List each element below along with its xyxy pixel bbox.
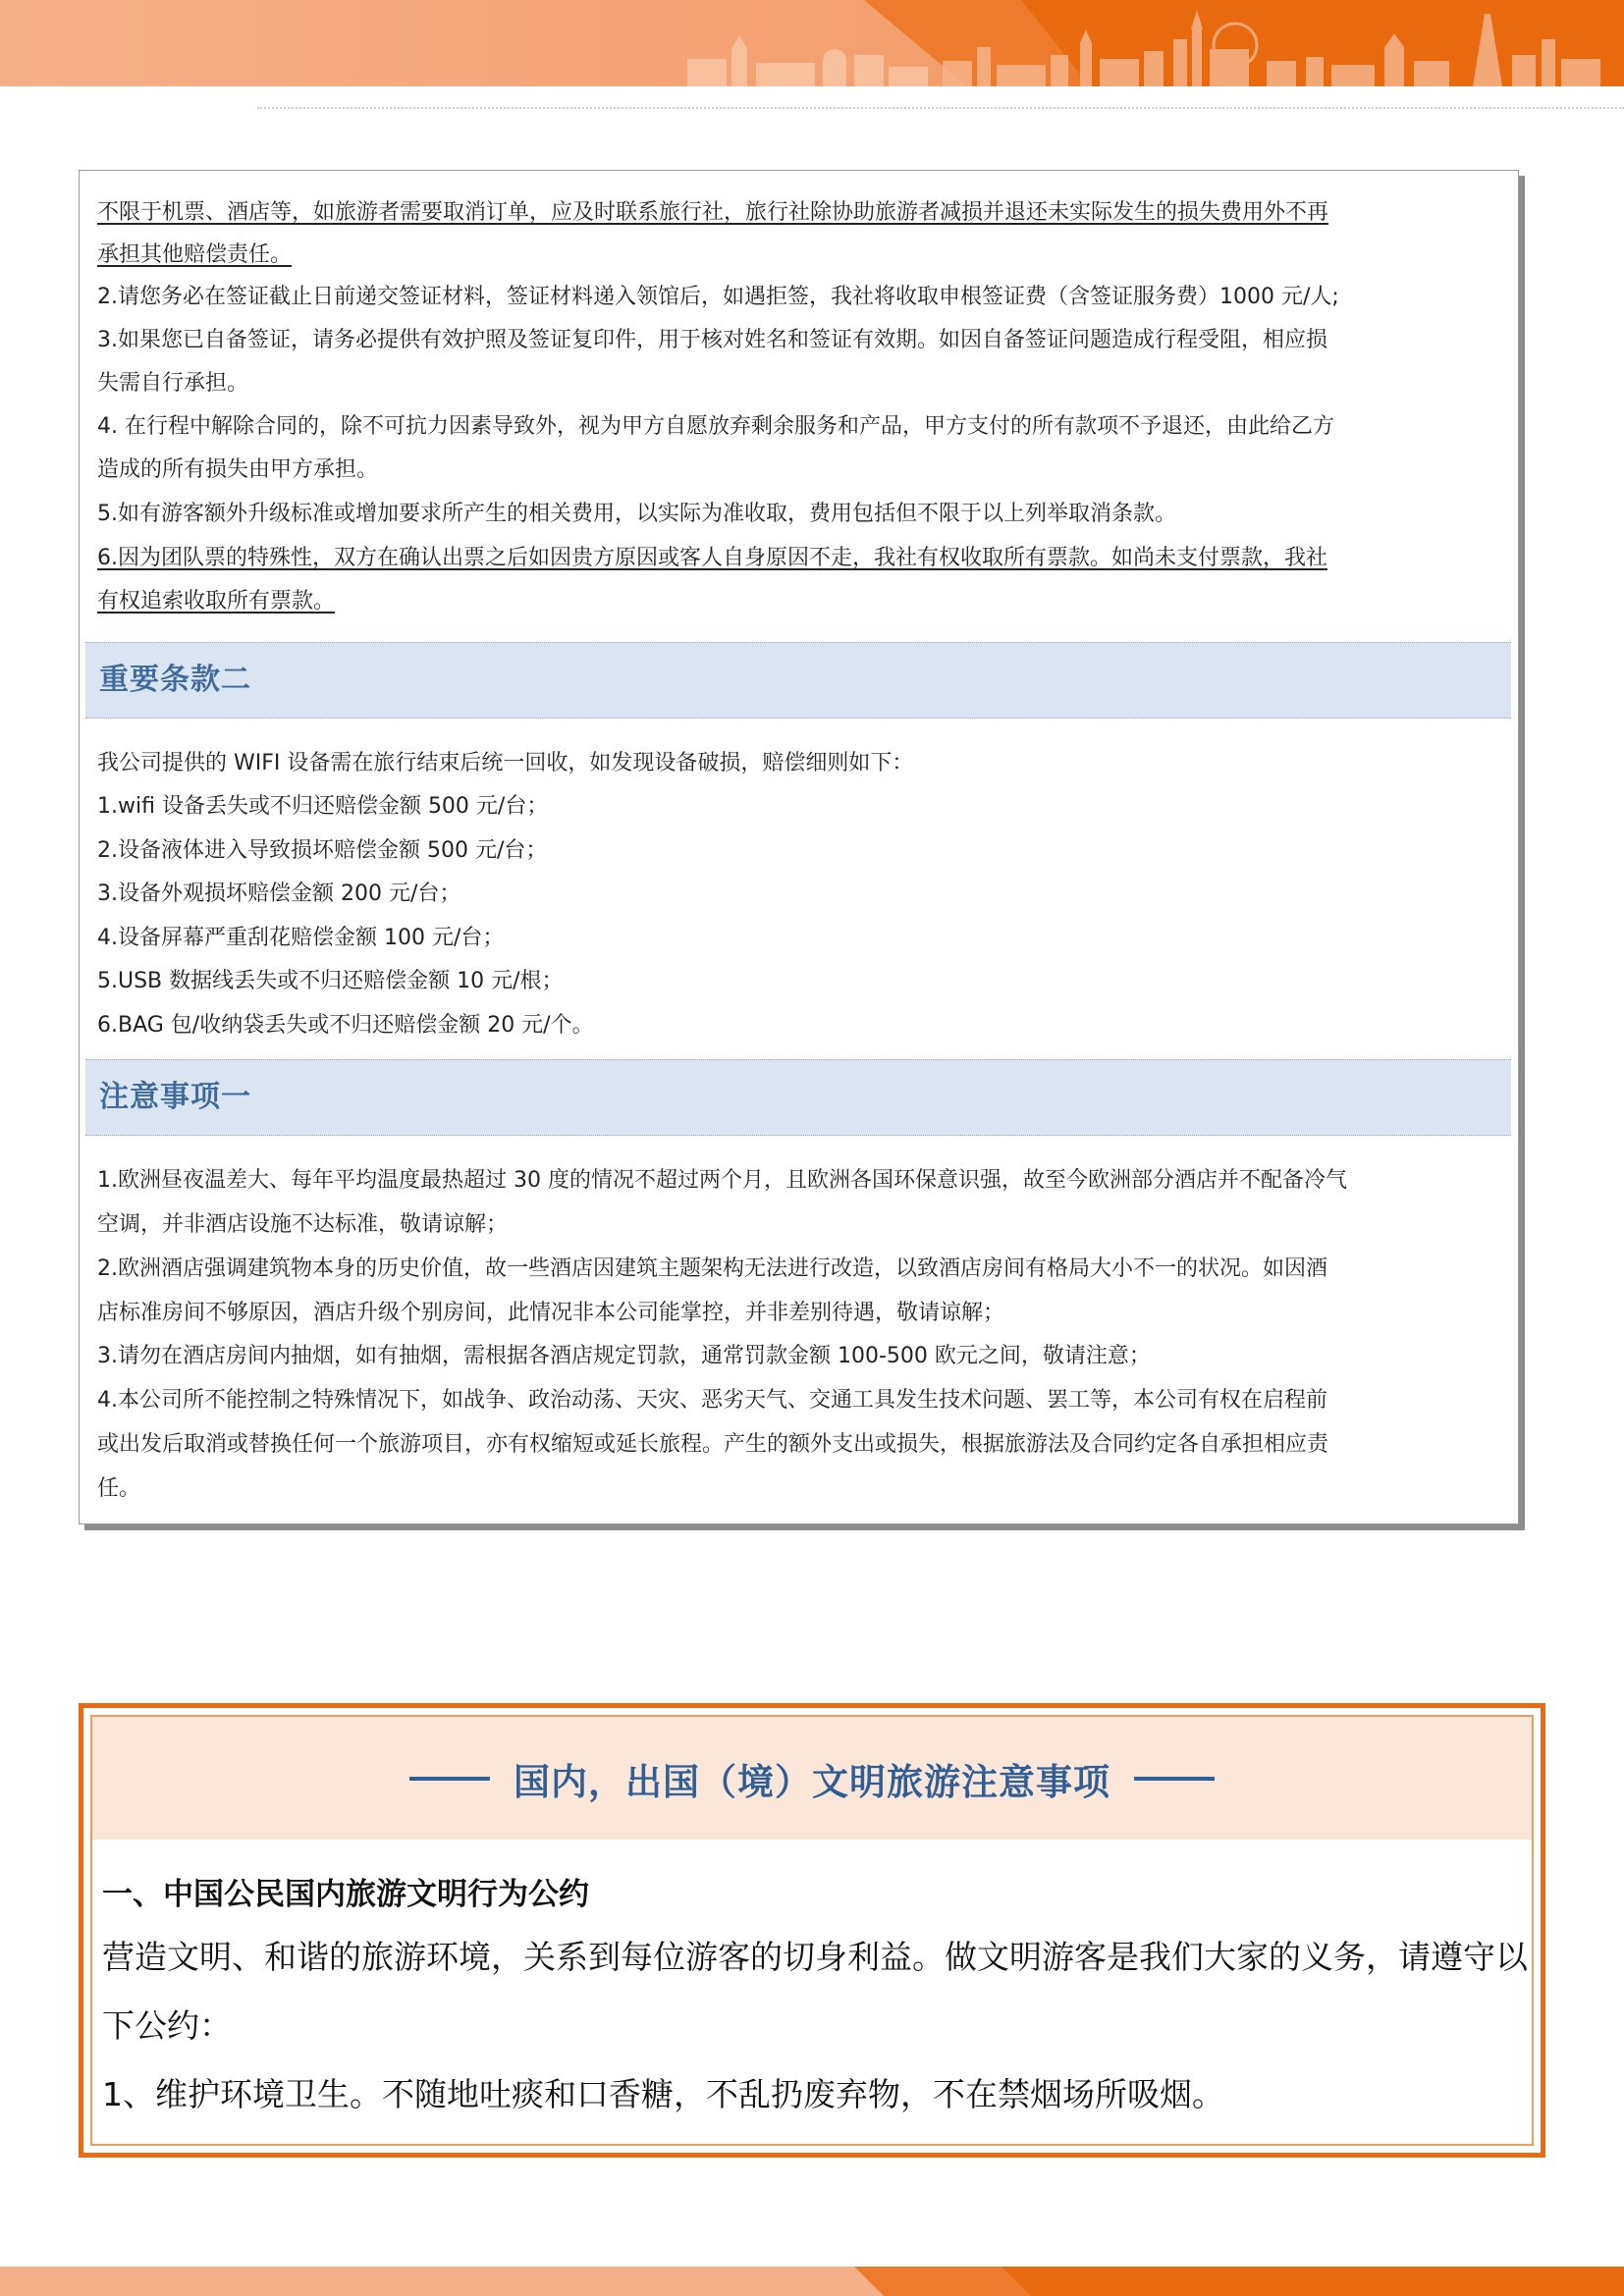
notice-line: 空调，并非酒店设施不达标准，敬请谅解； bbox=[97, 1212, 509, 1237]
wifi-item: 4.设备屏幕严重刮花赔偿金额 100 元/台； bbox=[97, 926, 505, 950]
civility-notice-box bbox=[79, 1703, 1545, 2158]
term-item-6-line-1: 6.因为团队票的特殊性，双方在确认出票之后如因贵方原因或客人自身原因不走，我社有权收取所有票款。如尚未支付票款，我社 bbox=[97, 546, 1327, 570]
notice-line: 1.欧洲昼夜温差大、每年平均温度最热超过 30 度的情况不超过两个月，且欧洲各国环保意识强，故至今欧洲部分酒店并不配备冷气 bbox=[97, 1168, 1347, 1193]
notice-line: 或出发后取消或替换任何一个旅游项目，亦有权缩短或延长旅程。产生的额外支出或损失，根据旅游法及合同约定各自承担相应责 bbox=[97, 1432, 1329, 1457]
footer-stripe-icon bbox=[0, 2267, 1624, 2296]
section-title: 注意事项一 bbox=[99, 1080, 251, 1114]
city-skyline-icon bbox=[0, 0, 1624, 86]
civility-header bbox=[92, 1717, 1532, 1840]
civility-paragraph-line-1: 营造文明、和谐的旅游环境，关系到每位游客的切身利益。做文明游客是我们大家的义务，请遵守以 bbox=[102, 1938, 1528, 1976]
term-item-3-line-2: 失需自行承担。 bbox=[97, 371, 249, 396]
notice-line: 4.本公司所不能控制之特殊情况下，如战争、政治动荡、天灾、恶劣天气、交通工具发生技术问题、罢工等，本公司有权在启程前 bbox=[97, 1388, 1327, 1413]
section-title: 重要条款二 bbox=[99, 663, 251, 697]
section-header-important-terms-2 bbox=[85, 642, 1511, 719]
notice-line: 3.请勿在酒店房间内抽烟，如有抽烟，需根据各酒店规定罚款，通常罚款金额 100-500 欧元之间，敬请注意； bbox=[97, 1344, 1151, 1368]
civility-title: 国内，出国（境）文明旅游注意事项 bbox=[514, 1760, 1110, 1803]
footer-bar bbox=[0, 2267, 1624, 2296]
term-item-2: 2.请您务必在签证截止日前递交签证材料，签证材料递入领馆后，如遇拒签，我社将收取申根签证费（含签证服务费）1000 元/人; bbox=[97, 285, 1339, 309]
civility-paragraph-line-2: 下公约： bbox=[102, 2006, 232, 2045]
wifi-item: 3.设备外观损坏赔偿金额 200 元/台； bbox=[97, 881, 461, 906]
title-dash-left bbox=[409, 1777, 490, 1781]
term-item-4-line-2: 造成的所有损失由甲方承担。 bbox=[97, 457, 379, 482]
notice-line: 2.欧洲酒店强调建筑物本身的历史价值，故一些酒店因建筑主题架构无法进行改造，以致酒店房间有格局大小不一的状况。如因酒 bbox=[97, 1256, 1327, 1281]
cancellation-line-1: 不限于机票、酒店等，如旅游者需要取消订单，应及时联系旅行社，旅行社除协助旅游者减损并退还未实际发生的损失费用外不再 bbox=[97, 200, 1329, 225]
title-dash-right bbox=[1134, 1777, 1215, 1781]
civility-rule-1: 1、维护环境卫生。不随地吐痰和口香糖，不乱扔废弃物，不在禁烟场所吸烟。 bbox=[102, 2075, 1224, 2113]
notice-line: 店标准房间不够原因，酒店升级个别房间，此情况非本公司能掌控，并非差别待遇，敬请谅解； bbox=[97, 1301, 1005, 1325]
wifi-item: 5.USB 数据线丢失或不归还赔偿金额 10 元/根； bbox=[97, 969, 564, 993]
wifi-item: 1.wifi 设备丢失或不归还赔偿金额 500 元/台； bbox=[97, 794, 549, 819]
wifi-item: 6.BAG 包/收纳袋丢失或不归还赔偿金额 20 元/个。 bbox=[97, 1013, 594, 1038]
term-item-4-line-1: 4. 在行程中解除合同的，除不可抗力因素导致外，视为甲方自愿放弃剩余服务和产品，甲方支付的所有款项不予退还，由此给乙方 bbox=[97, 414, 1334, 439]
section-header-notice-1 bbox=[85, 1059, 1511, 1136]
wifi-intro: 我公司提供的 WIFI 设备需在旅行结束后统一回收，如发现设备破损，赔偿细则如下： bbox=[97, 751, 914, 775]
civility-subheading: 一、中国公民国内旅游文明行为公约 bbox=[102, 1877, 589, 1912]
wifi-item: 2.设备液体进入导致损坏赔偿金额 500 元/台； bbox=[97, 838, 548, 863]
term-item-3-line-1: 3.如果您已自备签证，请务必提供有效护照及签证复印件，用于核对姓名和签证有效期。如因自备签证问题造成行程受阻，相应损 bbox=[97, 328, 1327, 352]
term-item-5: 5.如有游客额外升级标准或增加要求所产生的相关费用，以实际为准收取，费用包括但不限于以上列举取消条款。 bbox=[97, 502, 1176, 526]
cancellation-line-2: 承担其他赔偿责任。 bbox=[97, 242, 293, 267]
term-item-6-line-2: 有权追索收取所有票款。 bbox=[97, 589, 336, 614]
notice-line: 任。 bbox=[97, 1476, 141, 1501]
civility-inner-frame bbox=[90, 1715, 1534, 2146]
terms-box bbox=[79, 170, 1519, 1524]
header-divider bbox=[257, 107, 1624, 109]
header-banner bbox=[0, 0, 1624, 86]
